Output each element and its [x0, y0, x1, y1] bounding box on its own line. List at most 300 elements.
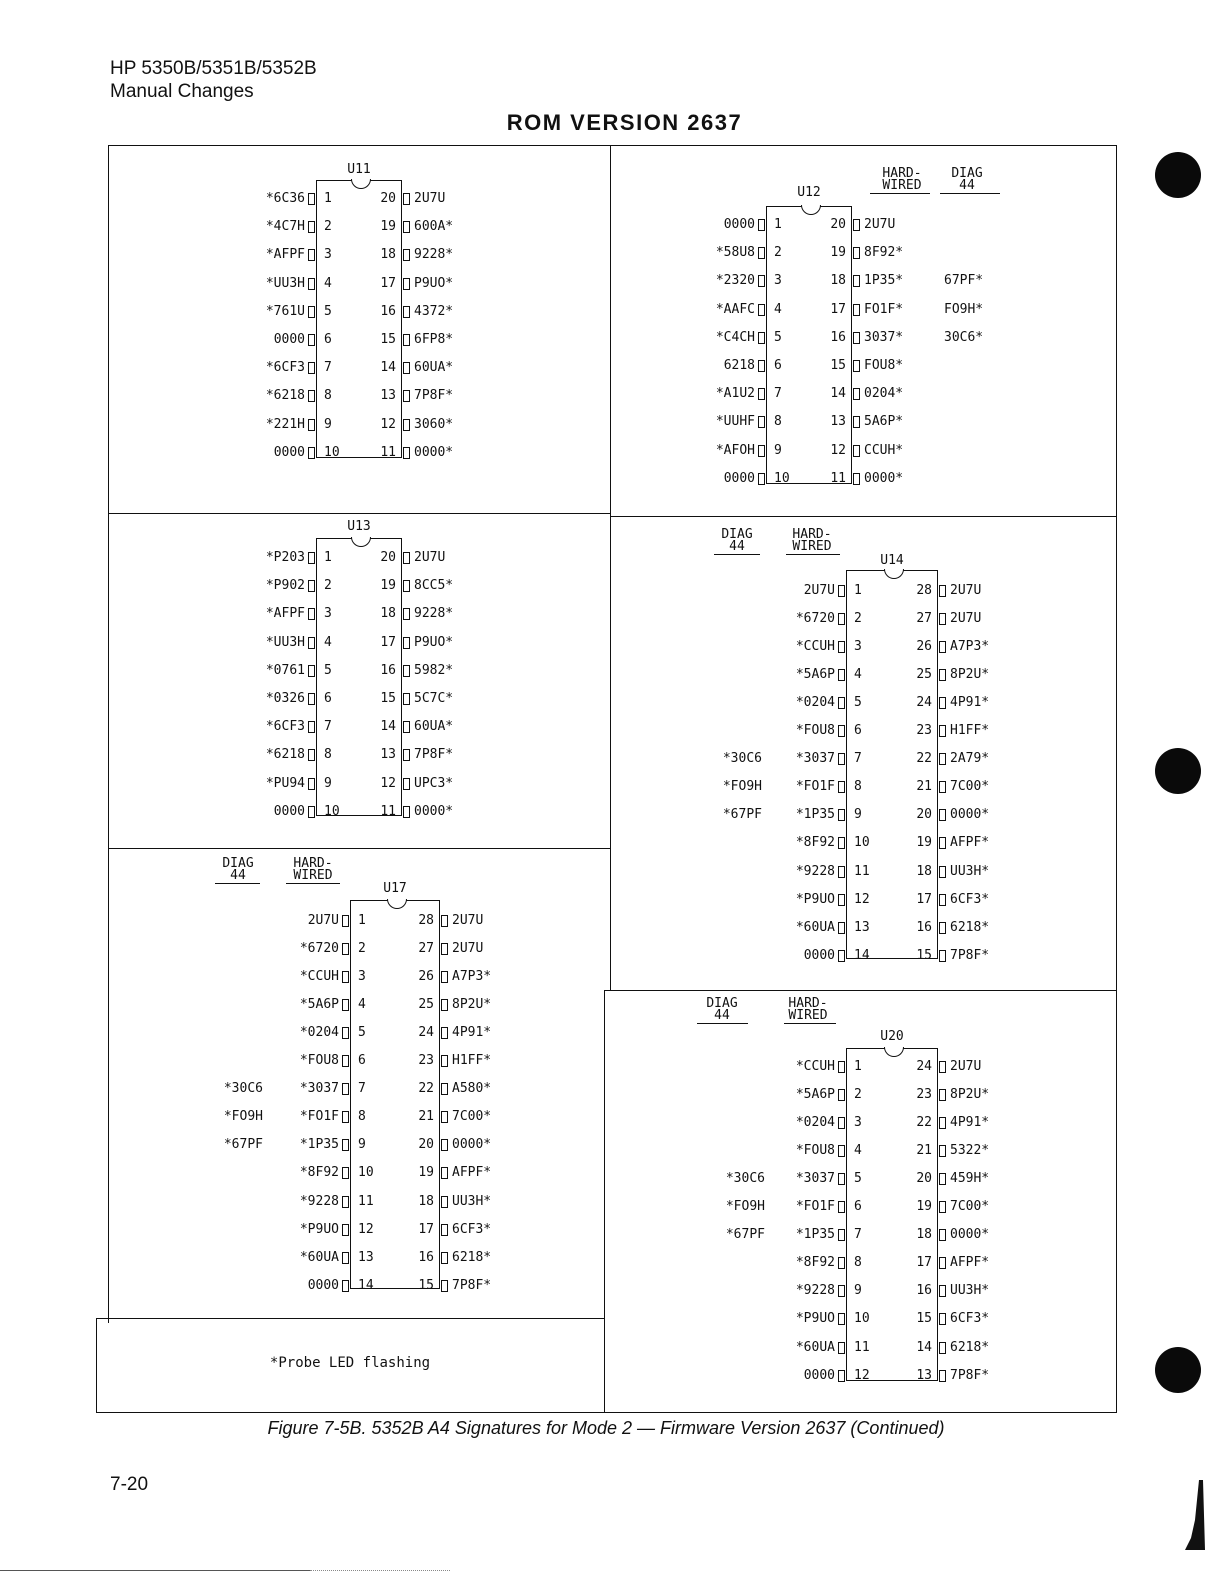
- pin-number: 1: [358, 913, 366, 928]
- pin-row: [0, 834, 1229, 852]
- pin-signature: *FOU8: [299, 1053, 339, 1069]
- pin-number: 15: [380, 691, 396, 706]
- pin-signature: *UUHF: [715, 414, 755, 430]
- pin-box: [853, 304, 860, 316]
- pin-signature: UU3H*: [950, 1283, 990, 1299]
- pin-row: [0, 272, 1229, 290]
- pin-signature: A7P3*: [452, 969, 492, 985]
- pin-number: 2: [854, 611, 862, 627]
- pin-signature: *P203: [265, 550, 305, 565]
- pin-row: [0, 329, 1229, 347]
- pin-number: 20: [916, 807, 932, 823]
- pin-number: 10: [324, 444, 340, 460]
- pin-signature: *P9UO: [795, 1311, 835, 1327]
- pin-signature: 6218*: [950, 919, 990, 935]
- pin-number: 8: [324, 747, 332, 763]
- pin-number: 3: [774, 273, 782, 289]
- pin-diag-signature: *67PF: [722, 807, 762, 823]
- pin-box: [939, 725, 946, 737]
- pin-signature: *6720: [299, 941, 339, 957]
- pin-number: 23: [916, 1087, 932, 1103]
- pin-number: 15: [418, 1277, 434, 1293]
- column-header: DIAG: [721, 527, 753, 542]
- pin-row: [0, 216, 1229, 234]
- pin-number: 14: [916, 1339, 932, 1355]
- pin-signature: 2U7U: [803, 583, 835, 598]
- pin-number: 22: [916, 1115, 932, 1131]
- pin-number: 13: [916, 1367, 932, 1383]
- pin-number: 18: [830, 273, 846, 289]
- pin-box: [939, 1370, 946, 1382]
- pin-box: [939, 1173, 946, 1185]
- pin-number: 8: [774, 414, 782, 430]
- pin-signature: *5A6P: [795, 667, 835, 683]
- pin-signature: *8F92: [795, 1255, 835, 1271]
- pin-number: 24: [916, 695, 932, 711]
- column-header: HARD-: [792, 527, 832, 542]
- pin-signature: *AAFC: [715, 301, 755, 317]
- column-header: HARD-: [788, 996, 828, 1011]
- pin-signature: 8P2U*: [950, 667, 990, 683]
- pin-signature: 7C00*: [950, 1199, 990, 1215]
- pin-number: 9: [854, 807, 862, 823]
- pin-signature: *CCUH: [795, 1059, 835, 1074]
- pin-number: 19: [916, 835, 932, 851]
- pin-number: 17: [830, 301, 846, 317]
- pin-signature: 0000*: [414, 444, 454, 460]
- pin-number: 8: [358, 1109, 366, 1125]
- pin-number: 14: [358, 1277, 374, 1293]
- pin-number: 7: [358, 1081, 366, 1097]
- pin-signature: 2U7U: [950, 583, 982, 598]
- pin-signature: 60UA*: [414, 360, 454, 376]
- pin-signature: *1P35: [299, 1137, 339, 1153]
- pin-box: [939, 1229, 946, 1241]
- pin-number: 3: [854, 1115, 862, 1131]
- column-header-underline: [286, 883, 340, 884]
- pin-row: [0, 549, 1229, 567]
- pin-number: 27: [916, 611, 932, 627]
- chip-name-label: U17: [383, 881, 407, 896]
- pin-number: 18: [380, 247, 396, 263]
- pin-signature: *FOU8: [795, 1143, 835, 1159]
- pin-signature: 0000: [803, 947, 835, 963]
- pin-box: [441, 971, 448, 983]
- pin-signature: *1P35: [795, 807, 835, 823]
- pin-number: 12: [854, 1367, 870, 1383]
- pin-row: [0, 750, 1229, 768]
- header-model-line: HP 5350B/5351B/5352B: [110, 58, 317, 79]
- pin-box: [441, 943, 448, 955]
- pin-signature: *P902: [265, 578, 305, 594]
- pin-row: [0, 1254, 1229, 1272]
- pin-number: 1: [854, 583, 862, 598]
- pin-signature: *2320: [715, 273, 755, 289]
- chip-notch: [351, 179, 371, 189]
- pin-number: 21: [916, 1143, 932, 1159]
- pin-signature: *8F92: [795, 835, 835, 851]
- pin-row: [0, 940, 1229, 958]
- pin-number: 6: [774, 358, 782, 373]
- pin-box: [939, 669, 946, 681]
- pin-number: 7: [854, 1227, 862, 1243]
- pin-signature: *9228: [299, 1193, 339, 1209]
- column-header: DIAG: [951, 166, 983, 181]
- pin-row: [0, 357, 1229, 375]
- pin-number: 20: [830, 217, 846, 232]
- pin-number: 1: [774, 217, 782, 232]
- pin-box: [939, 1313, 946, 1325]
- pin-diag-signature: *FO9H: [722, 779, 762, 795]
- pin-signature: 4372*: [414, 303, 454, 319]
- pin-row: [0, 442, 1229, 460]
- pin-number: 20: [380, 191, 396, 206]
- pin-signature: 2U7U: [452, 941, 484, 957]
- pin-number: 3: [358, 969, 366, 985]
- pin-box: [441, 1027, 448, 1039]
- pin-diag-signature: *FO9H: [223, 1109, 263, 1125]
- frame-top-left: [108, 145, 1116, 146]
- frame-row-right-2: [604, 990, 1116, 991]
- pin-signature: *761U: [265, 303, 305, 319]
- column-header: HARD-: [293, 856, 333, 871]
- pin-row: [0, 582, 1229, 600]
- pin-signature: *6218: [265, 388, 305, 404]
- pin-number: 13: [358, 1249, 374, 1265]
- chip-name-label: U12: [797, 185, 821, 200]
- pin-signature: 9228*: [414, 606, 454, 622]
- pin-number: 8: [854, 1255, 862, 1271]
- pin-number: 26: [916, 639, 932, 655]
- frame-bottom: [96, 1412, 1117, 1413]
- column-header: DIAG: [222, 856, 254, 871]
- pin-number: 4: [854, 667, 862, 683]
- pin-number: 1: [324, 550, 332, 565]
- pin-signature: *0761: [265, 662, 305, 678]
- column-header-underline: [870, 193, 930, 194]
- pin-number: 1: [324, 191, 332, 206]
- pin-number: 7: [324, 719, 332, 735]
- bottom-rule-dotted: [310, 1570, 450, 1571]
- pin-signature: 8CC5*: [414, 578, 454, 594]
- chip-name-label: U14: [880, 553, 904, 568]
- column-header: WIRED: [788, 1008, 828, 1023]
- column-header: HARD-: [882, 166, 922, 181]
- pin-box: [939, 1201, 946, 1213]
- pin-signature: *9228: [795, 863, 835, 879]
- pin-signature: *FO1F: [795, 1199, 835, 1215]
- pin-signature: CCUH*: [864, 442, 904, 458]
- pin-number: 18: [380, 606, 396, 622]
- pin-box: [853, 332, 860, 344]
- pin-signature: 2U7U: [864, 217, 896, 232]
- pin-box: [939, 1342, 946, 1354]
- pin-number: 10: [358, 1165, 374, 1181]
- pin-number: 14: [854, 947, 870, 963]
- pin-number: 19: [916, 1199, 932, 1215]
- pin-box: [939, 781, 946, 793]
- pin-number: 5: [854, 1171, 862, 1187]
- pin-number: 26: [418, 969, 434, 985]
- pin-box: [939, 1257, 946, 1269]
- pin-row: [0, 891, 1229, 909]
- pin-signature: 6218: [723, 358, 755, 373]
- pin-signature: *0204: [795, 1115, 835, 1131]
- pin-signature: 0000*: [864, 470, 904, 486]
- pin-signature: *AFPF: [265, 247, 305, 263]
- pin-signature: *PU94: [265, 775, 305, 791]
- pin-signature: P9UO*: [414, 634, 454, 650]
- pin-signature: 6CF3*: [452, 1221, 492, 1237]
- pin-number: 11: [854, 1339, 870, 1355]
- pin-number: 4: [324, 634, 332, 650]
- pin-number: 9: [324, 416, 332, 432]
- pin-signature: *0326: [265, 691, 305, 706]
- pin-signature: 0000: [723, 470, 755, 486]
- pin-number: 15: [916, 947, 932, 963]
- pin-diag-signature: *30C6: [725, 1171, 765, 1187]
- pin-number: 15: [916, 1311, 932, 1327]
- pin-number: 19: [380, 219, 396, 235]
- pin-row: [0, 912, 1229, 930]
- pin-signature: P9UO*: [414, 275, 454, 291]
- pin-box: [939, 1061, 946, 1073]
- pin-signature: 2U7U: [950, 1059, 982, 1074]
- pin-box: [441, 915, 448, 927]
- pin-signature: *UU3H: [265, 275, 305, 291]
- pin-number: 9: [324, 775, 332, 791]
- pin-number: 19: [418, 1165, 434, 1181]
- pin-signature: UPC3*: [414, 775, 454, 791]
- pin-signature: 0000: [273, 803, 305, 819]
- pin-number: 12: [854, 891, 870, 907]
- pin-box: [939, 866, 946, 878]
- pin-signature: *5A6P: [795, 1087, 835, 1103]
- pin-row: [0, 806, 1229, 824]
- pin-number: 5: [324, 303, 332, 319]
- pin-signature: 6CF3*: [950, 891, 990, 907]
- pin-signature: 5A6P*: [864, 414, 904, 430]
- pin-signature: *UU3H: [265, 634, 305, 650]
- chip-name-label: U11: [347, 162, 371, 177]
- pin-signature: 2U7U: [414, 550, 446, 565]
- pin-number: 11: [380, 444, 396, 460]
- pin-number: 21: [916, 779, 932, 795]
- pin-number: 11: [380, 803, 396, 819]
- pin-signature: 9228*: [414, 247, 454, 263]
- pin-number: 2: [854, 1087, 862, 1103]
- pin-signature: *A1U2: [715, 386, 755, 402]
- pin-box: [853, 416, 860, 428]
- pin-number: 7: [854, 751, 862, 767]
- pin-signature: *6C36: [265, 191, 305, 206]
- pin-number: 27: [418, 941, 434, 957]
- pin-signature: 5C7C*: [414, 691, 454, 706]
- pin-signature: 6FP8*: [414, 332, 454, 347]
- pin-number: 18: [418, 1193, 434, 1209]
- pin-box: [939, 809, 946, 821]
- punch-hole-top: [1155, 152, 1201, 198]
- pin-signature: 8P2U*: [452, 997, 492, 1013]
- column-header: DIAG: [706, 996, 738, 1011]
- pin-signature: 2U7U: [307, 913, 339, 928]
- pin-number: 6: [324, 332, 332, 347]
- pin-signature: 0000: [723, 217, 755, 232]
- pin-signature: 7P8F*: [414, 747, 454, 763]
- pin-signature: *4C7H: [265, 219, 305, 235]
- pin-signature: UU3H*: [950, 863, 990, 879]
- pin-signature: *6720: [795, 611, 835, 627]
- punch-hole-middle: [1155, 748, 1201, 794]
- pin-number: 13: [854, 919, 870, 935]
- column-header: 44: [959, 178, 975, 193]
- pin-number: 6: [324, 691, 332, 706]
- pin-number: 16: [418, 1249, 434, 1265]
- footnote: *Probe LED flashing: [269, 1355, 431, 1371]
- pin-signature: 0000: [307, 1277, 339, 1293]
- pin-diag-signature: 67PF*: [944, 273, 984, 289]
- pin-number: 16: [916, 1283, 932, 1299]
- pin-signature: 0000*: [950, 1227, 990, 1243]
- pin-signature: FOU8*: [864, 358, 904, 373]
- column-header-underline: [714, 554, 760, 555]
- pin-number: 10: [774, 470, 790, 486]
- pin-box: [403, 552, 410, 564]
- pin-signature: 0000: [273, 332, 305, 347]
- rom-version-title: ROM VERSION 2637: [506, 110, 743, 135]
- page-edge-mark: [1185, 1480, 1205, 1550]
- column-header-underline: [786, 554, 840, 555]
- pin-number: 6: [854, 723, 862, 739]
- pin-box: [853, 473, 860, 485]
- pin-box: [939, 1145, 946, 1157]
- pin-number: 24: [418, 1025, 434, 1041]
- chip-notch: [801, 205, 821, 215]
- pin-number: 3: [324, 247, 332, 263]
- pin-box: [939, 585, 946, 597]
- pin-row: [0, 968, 1229, 986]
- pin-number: 22: [418, 1081, 434, 1097]
- pin-box: [939, 613, 946, 625]
- pin-signature: 7C00*: [452, 1109, 492, 1125]
- pin-signature: *AFOH: [715, 442, 755, 458]
- pin-signature: 0000*: [414, 803, 454, 819]
- pin-diag-signature: *67PF: [725, 1227, 765, 1243]
- pin-signature: 600A*: [414, 219, 454, 235]
- pin-number: 2: [324, 219, 332, 235]
- pin-row: [0, 638, 1229, 656]
- pin-number: 28: [418, 913, 434, 928]
- pin-number: 7: [774, 386, 782, 402]
- pin-number: 10: [324, 803, 340, 819]
- pin-signature: 5982*: [414, 662, 454, 678]
- frame-row-right-1: [610, 516, 1116, 517]
- pin-signature: *6CF3: [265, 360, 305, 376]
- pin-row: [0, 244, 1229, 262]
- pin-row: [0, 996, 1229, 1014]
- pin-row: [0, 1142, 1229, 1160]
- pin-signature: *9228: [795, 1283, 835, 1299]
- pin-row: [0, 1024, 1229, 1042]
- pin-row: [0, 385, 1229, 403]
- pin-diag-signature: *67PF: [223, 1137, 263, 1153]
- pin-number: 19: [380, 578, 396, 594]
- pin-number: 10: [854, 1311, 870, 1327]
- pin-row: [0, 1198, 1229, 1216]
- pin-signature: 7P8F*: [950, 947, 990, 963]
- pin-signature: UU3H*: [452, 1193, 492, 1209]
- pin-row: [0, 1282, 1229, 1300]
- pin-number: 4: [774, 301, 782, 317]
- pin-number: 14: [380, 719, 396, 735]
- pin-box: [853, 388, 860, 400]
- pin-signature: 2U7U: [452, 913, 484, 928]
- pin-box: [939, 1117, 946, 1129]
- pin-number: 20: [916, 1171, 932, 1187]
- pin-signature: *0204: [299, 1025, 339, 1041]
- pin-diag-signature: *30C6: [223, 1081, 263, 1097]
- pin-number: 16: [916, 919, 932, 935]
- pin-number: 20: [380, 550, 396, 565]
- pin-number: 19: [830, 245, 846, 261]
- pin-signature: A7P3*: [950, 639, 990, 655]
- column-header: WIRED: [792, 539, 832, 554]
- pin-signature: *0204: [795, 695, 835, 711]
- pin-number: 4: [324, 275, 332, 291]
- pin-number: 2: [324, 578, 332, 594]
- pin-diag-signature: FO9H*: [944, 301, 984, 317]
- pin-signature: *3037: [795, 1171, 835, 1187]
- pin-row: [0, 1114, 1229, 1132]
- pin-signature: 1P35*: [864, 273, 904, 289]
- pin-signature: 3060*: [414, 416, 454, 432]
- pin-row: [0, 1086, 1229, 1104]
- pin-signature: A580*: [452, 1081, 492, 1097]
- pin-row: [0, 610, 1229, 628]
- pin-signature: 0000*: [452, 1137, 492, 1153]
- chip-notch: [387, 899, 407, 909]
- pin-number: 5: [358, 1025, 366, 1041]
- pin-box: [403, 193, 410, 205]
- pin-row: [0, 694, 1229, 712]
- pin-signature: *P9UO: [299, 1221, 339, 1237]
- pin-diag-signature: 30C6*: [944, 329, 984, 345]
- pin-signature: 2U7U: [950, 611, 982, 627]
- punch-hole-bottom: [1155, 1347, 1201, 1393]
- pin-number: 5: [854, 695, 862, 711]
- pin-number: 12: [380, 775, 396, 791]
- pin-number: 11: [830, 470, 846, 486]
- pin-signature: *6218: [265, 747, 305, 763]
- chip-notch: [351, 537, 371, 547]
- pin-number: 23: [418, 1053, 434, 1069]
- pin-number: 17: [916, 891, 932, 907]
- pin-signature: AFPF*: [452, 1165, 492, 1181]
- pin-box: [939, 753, 946, 765]
- pin-signature: *3037: [795, 751, 835, 767]
- pin-signature: *CCUH: [795, 639, 835, 655]
- column-header: 44: [714, 1008, 730, 1023]
- pin-number: 11: [358, 1193, 374, 1209]
- pin-number: 18: [916, 863, 932, 879]
- pin-number: 10: [854, 835, 870, 851]
- pin-row: [0, 190, 1229, 208]
- pin-number: 3: [324, 606, 332, 622]
- chip-name-label: U20: [880, 1029, 904, 1044]
- pin-signature: 8F92*: [864, 245, 904, 261]
- pin-signature: AFPF*: [950, 835, 990, 851]
- pin-signature: *8F92: [299, 1165, 339, 1181]
